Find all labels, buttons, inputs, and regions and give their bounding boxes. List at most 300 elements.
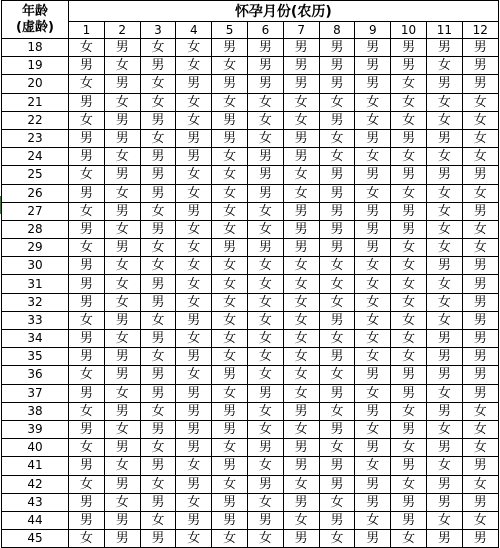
gender-cell[interactable]: 女: [426, 57, 462, 75]
gender-cell[interactable]: 女: [391, 148, 427, 166]
gender-cell[interactable]: 男: [283, 402, 319, 420]
age-column-header[interactable]: [2, 1, 69, 39]
gender-cell[interactable]: 女: [140, 439, 176, 457]
gender-cell[interactable]: 女: [355, 148, 391, 166]
gender-cell[interactable]: 女: [247, 93, 283, 111]
gender-cell[interactable]: 女: [212, 293, 248, 311]
gender-cell[interactable]: 女: [391, 475, 427, 493]
gender-cell[interactable]: 女: [426, 184, 462, 202]
gender-cell[interactable]: 女: [426, 239, 462, 257]
gender-cell[interactable]: 男: [104, 166, 140, 184]
gender-cell[interactable]: 男: [319, 239, 355, 257]
gender-cell[interactable]: 男: [176, 148, 212, 166]
gender-cell[interactable]: 男: [319, 475, 355, 493]
age-cell[interactable]: 35: [2, 348, 69, 366]
gender-cell[interactable]: 男: [462, 257, 498, 275]
gender-cell[interactable]: 女: [319, 530, 355, 548]
gender-cell[interactable]: 女: [212, 93, 248, 111]
age-cell[interactable]: 18: [2, 39, 69, 57]
gender-cell[interactable]: 男: [104, 348, 140, 366]
gender-cell[interactable]: 男: [426, 366, 462, 384]
gender-cell[interactable]: 女: [176, 257, 212, 275]
gender-cell[interactable]: 女: [426, 111, 462, 129]
gender-cell[interactable]: 男: [104, 39, 140, 57]
gender-cell[interactable]: 女: [283, 93, 319, 111]
gender-cell[interactable]: 男: [462, 202, 498, 220]
gender-cell[interactable]: 女: [462, 420, 498, 438]
gender-cell[interactable]: 男: [140, 111, 176, 129]
gender-cell[interactable]: 女: [283, 384, 319, 402]
gender-cell[interactable]: 男: [176, 75, 212, 93]
age-cell[interactable]: 43: [2, 493, 69, 511]
gender-cell[interactable]: 女: [69, 75, 105, 93]
gender-cell[interactable]: 女: [283, 257, 319, 275]
gender-cell[interactable]: 男: [212, 75, 248, 93]
gender-cell[interactable]: 男: [104, 111, 140, 129]
gender-cell[interactable]: 女: [426, 311, 462, 329]
gender-cell[interactable]: 女: [69, 311, 105, 329]
gender-cell[interactable]: 男: [355, 129, 391, 147]
age-cell[interactable]: 29: [2, 239, 69, 257]
gender-cell[interactable]: 男: [355, 530, 391, 548]
gender-cell[interactable]: 女: [212, 184, 248, 202]
gender-cell[interactable]: 女: [176, 166, 212, 184]
gender-cell[interactable]: 男: [426, 439, 462, 457]
gender-cell[interactable]: 男: [426, 166, 462, 184]
gender-cell[interactable]: 男: [319, 184, 355, 202]
gender-cell[interactable]: 男: [140, 530, 176, 548]
gender-cell[interactable]: 男: [319, 348, 355, 366]
gender-cell[interactable]: 女: [391, 293, 427, 311]
gender-cell[interactable]: 女: [140, 475, 176, 493]
gender-cell[interactable]: 女: [426, 293, 462, 311]
gender-cell[interactable]: 男: [69, 293, 105, 311]
gender-cell[interactable]: 男: [283, 57, 319, 75]
gender-cell[interactable]: 女: [283, 366, 319, 384]
gender-cell[interactable]: 女: [212, 530, 248, 548]
gender-cell[interactable]: 男: [212, 457, 248, 475]
gender-cell[interactable]: 女: [176, 111, 212, 129]
month-header-5[interactable]: 5: [212, 22, 248, 39]
age-cell[interactable]: 37: [2, 384, 69, 402]
gender-cell[interactable]: 男: [391, 202, 427, 220]
gender-cell[interactable]: 男: [140, 330, 176, 348]
gender-cell[interactable]: 男: [426, 39, 462, 57]
gender-cell[interactable]: 男: [391, 511, 427, 529]
age-cell[interactable]: 33: [2, 311, 69, 329]
gender-cell[interactable]: 男: [140, 148, 176, 166]
month-header-12[interactable]: 12: [462, 22, 498, 39]
gender-cell[interactable]: 女: [212, 57, 248, 75]
gender-cell[interactable]: 女: [140, 348, 176, 366]
gender-cell[interactable]: 女: [247, 366, 283, 384]
gender-cell[interactable]: 女: [69, 402, 105, 420]
gender-cell[interactable]: 女: [176, 530, 212, 548]
age-cell[interactable]: 22: [2, 111, 69, 129]
gender-cell[interactable]: 女: [283, 348, 319, 366]
gender-cell[interactable]: 男: [462, 293, 498, 311]
gender-cell[interactable]: 男: [319, 111, 355, 129]
gender-cell[interactable]: 男: [212, 420, 248, 438]
gender-cell[interactable]: 女: [69, 530, 105, 548]
gender-cell[interactable]: 女: [319, 439, 355, 457]
gender-cell[interactable]: 女: [140, 239, 176, 257]
gender-cell[interactable]: 女: [319, 293, 355, 311]
gender-cell[interactable]: 男: [212, 402, 248, 420]
gender-cell[interactable]: 男: [391, 39, 427, 57]
gender-cell[interactable]: 男: [462, 493, 498, 511]
gender-cell[interactable]: 女: [355, 184, 391, 202]
gender-cell[interactable]: 女: [355, 511, 391, 529]
gender-cell[interactable]: 男: [176, 420, 212, 438]
gender-cell[interactable]: 女: [391, 93, 427, 111]
gender-cell[interactable]: 女: [247, 457, 283, 475]
gender-cell[interactable]: 男: [69, 275, 105, 293]
gender-cell[interactable]: 男: [319, 420, 355, 438]
gender-cell[interactable]: 男: [319, 166, 355, 184]
gender-cell[interactable]: 男: [176, 439, 212, 457]
gender-cell[interactable]: 男: [283, 493, 319, 511]
gender-cell[interactable]: 男: [212, 129, 248, 147]
gender-cell[interactable]: 男: [462, 384, 498, 402]
gender-cell[interactable]: 女: [391, 111, 427, 129]
gender-cell[interactable]: 女: [283, 166, 319, 184]
gender-cell[interactable]: 男: [462, 348, 498, 366]
gender-cell[interactable]: 男: [462, 457, 498, 475]
gender-cell[interactable]: 女: [212, 257, 248, 275]
gender-cell[interactable]: 男: [283, 39, 319, 57]
month-header-1[interactable]: 1: [69, 22, 105, 39]
gender-cell[interactable]: 女: [462, 220, 498, 238]
gender-cell[interactable]: 男: [355, 475, 391, 493]
age-cell[interactable]: 38: [2, 402, 69, 420]
gender-cell[interactable]: 男: [247, 184, 283, 202]
gender-cell[interactable]: 女: [140, 402, 176, 420]
age-cell[interactable]: 19: [2, 57, 69, 75]
gender-cell[interactable]: 女: [176, 330, 212, 348]
age-cell[interactable]: 36: [2, 366, 69, 384]
gender-cell[interactable]: 女: [355, 111, 391, 129]
gender-cell[interactable]: 男: [319, 457, 355, 475]
gender-cell[interactable]: 女: [462, 148, 498, 166]
gender-cell[interactable]: 男: [140, 220, 176, 238]
gender-cell[interactable]: 男: [355, 402, 391, 420]
gender-cell[interactable]: 女: [283, 330, 319, 348]
gender-cell[interactable]: 女: [391, 330, 427, 348]
gender-cell[interactable]: 女: [212, 148, 248, 166]
gender-cell[interactable]: 男: [104, 530, 140, 548]
gender-cell[interactable]: 男: [426, 402, 462, 420]
gender-cell[interactable]: 女: [104, 384, 140, 402]
gender-cell[interactable]: 男: [212, 39, 248, 57]
gender-cell[interactable]: 男: [426, 330, 462, 348]
gender-cell[interactable]: 女: [283, 420, 319, 438]
gender-cell[interactable]: 男: [283, 457, 319, 475]
gender-cell[interactable]: 女: [247, 275, 283, 293]
gender-cell[interactable]: 男: [140, 184, 176, 202]
month-header-8[interactable]: 8: [319, 22, 355, 39]
gender-cell[interactable]: 女: [247, 111, 283, 129]
gender-cell[interactable]: 女: [247, 420, 283, 438]
gender-cell[interactable]: 女: [355, 330, 391, 348]
gender-cell[interactable]: 男: [283, 129, 319, 147]
gender-cell[interactable]: 男: [462, 366, 498, 384]
gender-cell[interactable]: 男: [426, 530, 462, 548]
gender-cell[interactable]: 男: [355, 493, 391, 511]
gender-cell[interactable]: 女: [247, 311, 283, 329]
age-cell[interactable]: 31: [2, 275, 69, 293]
gender-cell[interactable]: 女: [319, 330, 355, 348]
age-cell[interactable]: 44: [2, 511, 69, 529]
gender-cell[interactable]: 男: [69, 420, 105, 438]
gender-cell[interactable]: 女: [247, 402, 283, 420]
gender-cell[interactable]: 男: [104, 439, 140, 457]
gender-cell[interactable]: 女: [355, 257, 391, 275]
gender-cell[interactable]: 女: [69, 202, 105, 220]
gender-cell[interactable]: 女: [426, 275, 462, 293]
gender-cell[interactable]: 男: [69, 220, 105, 238]
age-cell[interactable]: 28: [2, 220, 69, 238]
gender-cell[interactable]: 女: [140, 39, 176, 57]
gender-cell[interactable]: 女: [426, 457, 462, 475]
age-cell[interactable]: 42: [2, 475, 69, 493]
month-header-2[interactable]: 2: [104, 22, 140, 39]
gender-cell[interactable]: 女: [355, 384, 391, 402]
gender-cell[interactable]: 男: [69, 511, 105, 529]
gender-cell[interactable]: 女: [140, 511, 176, 529]
gender-cell[interactable]: 女: [247, 129, 283, 147]
gender-cell[interactable]: 男: [176, 402, 212, 420]
gender-cell[interactable]: 女: [140, 257, 176, 275]
gender-cell[interactable]: 男: [283, 439, 319, 457]
gender-cell[interactable]: 女: [391, 257, 427, 275]
gender-cell[interactable]: 男: [319, 511, 355, 529]
gender-cell[interactable]: 男: [319, 311, 355, 329]
gender-cell[interactable]: 女: [283, 275, 319, 293]
gender-cell[interactable]: 男: [247, 148, 283, 166]
gender-cell[interactable]: 男: [355, 202, 391, 220]
gender-cell[interactable]: 男: [355, 366, 391, 384]
age-cell[interactable]: 20: [2, 75, 69, 93]
gender-cell[interactable]: 女: [283, 475, 319, 493]
gender-cell[interactable]: 女: [462, 511, 498, 529]
month-header-6[interactable]: 6: [247, 22, 283, 39]
gender-cell[interactable]: 男: [355, 166, 391, 184]
gender-cell[interactable]: 男: [283, 148, 319, 166]
gender-cell[interactable]: 男: [104, 239, 140, 257]
gender-cell[interactable]: 女: [355, 348, 391, 366]
age-cell[interactable]: 27: [2, 202, 69, 220]
gender-cell[interactable]: 女: [426, 220, 462, 238]
gender-cell[interactable]: 男: [176, 129, 212, 147]
gender-cell[interactable]: 男: [355, 220, 391, 238]
gender-cell[interactable]: 男: [247, 166, 283, 184]
gender-cell[interactable]: 女: [247, 220, 283, 238]
gender-cell[interactable]: 男: [355, 439, 391, 457]
gender-cell[interactable]: 女: [283, 111, 319, 129]
gender-cell[interactable]: 女: [69, 366, 105, 384]
gender-cell[interactable]: 男: [319, 75, 355, 93]
gender-cell[interactable]: 女: [176, 457, 212, 475]
gender-cell[interactable]: 女: [69, 111, 105, 129]
gender-cell[interactable]: 男: [104, 75, 140, 93]
gender-cell[interactable]: 女: [247, 330, 283, 348]
gender-cell[interactable]: 女: [212, 475, 248, 493]
gender-cell[interactable]: 女: [319, 148, 355, 166]
gender-cell[interactable]: 男: [462, 166, 498, 184]
gender-cell[interactable]: 女: [104, 257, 140, 275]
gender-cell[interactable]: 男: [247, 239, 283, 257]
gender-cell[interactable]: 女: [176, 184, 212, 202]
month-header-10[interactable]: 10: [391, 22, 427, 39]
gender-cell[interactable]: 男: [355, 239, 391, 257]
gender-cell[interactable]: 男: [104, 511, 140, 529]
gender-cell[interactable]: 女: [391, 275, 427, 293]
gender-cell[interactable]: 男: [391, 220, 427, 238]
gender-cell[interactable]: 女: [104, 420, 140, 438]
gender-cell[interactable]: 男: [426, 348, 462, 366]
gender-cell[interactable]: 女: [319, 493, 355, 511]
gender-cell[interactable]: 女: [212, 348, 248, 366]
gender-cell[interactable]: 男: [247, 511, 283, 529]
gender-cell[interactable]: 男: [462, 530, 498, 548]
gender-cell[interactable]: 男: [176, 475, 212, 493]
gender-cell[interactable]: 男: [69, 129, 105, 147]
month-header-9[interactable]: 9: [355, 22, 391, 39]
gender-cell[interactable]: 男: [462, 330, 498, 348]
gender-cell[interactable]: 女: [176, 57, 212, 75]
gender-cell[interactable]: 女: [391, 184, 427, 202]
gender-cell[interactable]: 男: [176, 311, 212, 329]
gender-cell[interactable]: 男: [140, 493, 176, 511]
gender-cell[interactable]: 男: [247, 475, 283, 493]
gender-cell[interactable]: 男: [69, 93, 105, 111]
gender-cell[interactable]: 男: [319, 57, 355, 75]
gender-cell[interactable]: 女: [391, 75, 427, 93]
age-cell[interactable]: 41: [2, 457, 69, 475]
month-group-header[interactable]: 怀孕月份(农历): [69, 1, 499, 22]
gender-cell[interactable]: 男: [462, 311, 498, 329]
gender-cell[interactable]: 男: [69, 330, 105, 348]
gender-cell[interactable]: 男: [426, 257, 462, 275]
gender-cell[interactable]: 男: [176, 511, 212, 529]
gender-cell[interactable]: 男: [283, 202, 319, 220]
gender-cell[interactable]: 男: [104, 366, 140, 384]
gender-cell[interactable]: 男: [69, 457, 105, 475]
gender-cell[interactable]: 男: [247, 39, 283, 57]
gender-cell[interactable]: 女: [319, 129, 355, 147]
gender-cell[interactable]: 男: [319, 384, 355, 402]
gender-cell[interactable]: 女: [355, 93, 391, 111]
gender-cell[interactable]: 男: [212, 111, 248, 129]
age-cell[interactable]: 25: [2, 166, 69, 184]
gender-cell[interactable]: 男: [140, 366, 176, 384]
gender-cell[interactable]: 女: [319, 93, 355, 111]
gender-cell[interactable]: 女: [319, 366, 355, 384]
gender-cell[interactable]: 男: [104, 311, 140, 329]
gender-cell[interactable]: 女: [104, 184, 140, 202]
age-cell[interactable]: 34: [2, 330, 69, 348]
gender-cell[interactable]: 女: [212, 275, 248, 293]
gender-cell[interactable]: 女: [319, 402, 355, 420]
gender-cell[interactable]: 女: [462, 475, 498, 493]
gender-cell[interactable]: 女: [69, 439, 105, 457]
gender-cell[interactable]: 女: [140, 129, 176, 147]
gender-cell[interactable]: 女: [319, 275, 355, 293]
gender-cell[interactable]: 男: [212, 239, 248, 257]
gender-cell[interactable]: 男: [355, 57, 391, 75]
gender-cell[interactable]: 女: [69, 39, 105, 57]
gender-cell[interactable]: 男: [140, 166, 176, 184]
gender-cell[interactable]: 女: [212, 384, 248, 402]
gender-cell[interactable]: 女: [283, 311, 319, 329]
gender-cell[interactable]: 女: [426, 420, 462, 438]
gender-cell[interactable]: 男: [247, 439, 283, 457]
gender-cell[interactable]: 女: [462, 439, 498, 457]
gender-cell[interactable]: 女: [355, 457, 391, 475]
age-cell[interactable]: 26: [2, 184, 69, 202]
gender-cell[interactable]: 男: [319, 220, 355, 238]
gender-cell[interactable]: 男: [140, 275, 176, 293]
gender-cell[interactable]: 女: [462, 93, 498, 111]
age-cell[interactable]: 45: [2, 530, 69, 548]
gender-cell[interactable]: 男: [140, 57, 176, 75]
gender-cell[interactable]: 男: [391, 366, 427, 384]
gender-cell[interactable]: 女: [69, 166, 105, 184]
gender-cell[interactable]: 男: [391, 129, 427, 147]
gender-cell[interactable]: 女: [104, 493, 140, 511]
gender-cell[interactable]: 女: [140, 75, 176, 93]
gender-cell[interactable]: 男: [69, 148, 105, 166]
gender-cell[interactable]: 男: [462, 75, 498, 93]
gender-cell[interactable]: 男: [319, 202, 355, 220]
gender-cell[interactable]: 女: [283, 184, 319, 202]
gender-cell[interactable]: 男: [140, 293, 176, 311]
gender-cell[interactable]: 女: [104, 330, 140, 348]
age-cell[interactable]: 23: [2, 129, 69, 147]
gender-cell[interactable]: 男: [355, 39, 391, 57]
gender-cell[interactable]: 男: [426, 75, 462, 93]
gender-cell[interactable]: 男: [283, 75, 319, 93]
gender-cell[interactable]: 女: [140, 202, 176, 220]
gender-cell[interactable]: 男: [140, 420, 176, 438]
gender-cell[interactable]: 男: [140, 384, 176, 402]
gender-cell[interactable]: 女: [69, 239, 105, 257]
gender-cell[interactable]: 女: [140, 311, 176, 329]
gender-cell[interactable]: 女: [247, 202, 283, 220]
gender-cell[interactable]: 女: [462, 402, 498, 420]
age-cell[interactable]: 24: [2, 148, 69, 166]
gender-cell[interactable]: 男: [283, 220, 319, 238]
gender-cell[interactable]: 女: [426, 93, 462, 111]
gender-cell[interactable]: 男: [283, 530, 319, 548]
gender-cell[interactable]: 女: [462, 111, 498, 129]
month-header-7[interactable]: 7: [283, 22, 319, 39]
gender-cell[interactable]: 男: [462, 57, 498, 75]
gender-cell[interactable]: 女: [319, 257, 355, 275]
gender-cell[interactable]: 男: [355, 75, 391, 93]
gender-cell[interactable]: 男: [69, 348, 105, 366]
gender-cell[interactable]: 男: [104, 202, 140, 220]
gender-cell[interactable]: 男: [426, 475, 462, 493]
gender-cell[interactable]: 女: [212, 311, 248, 329]
gender-cell[interactable]: 女: [426, 202, 462, 220]
gender-cell[interactable]: 女: [69, 475, 105, 493]
gender-cell[interactable]: 女: [462, 239, 498, 257]
gender-cell[interactable]: 男: [69, 384, 105, 402]
gender-cell[interactable]: 女: [426, 384, 462, 402]
gender-cell[interactable]: 女: [247, 530, 283, 548]
